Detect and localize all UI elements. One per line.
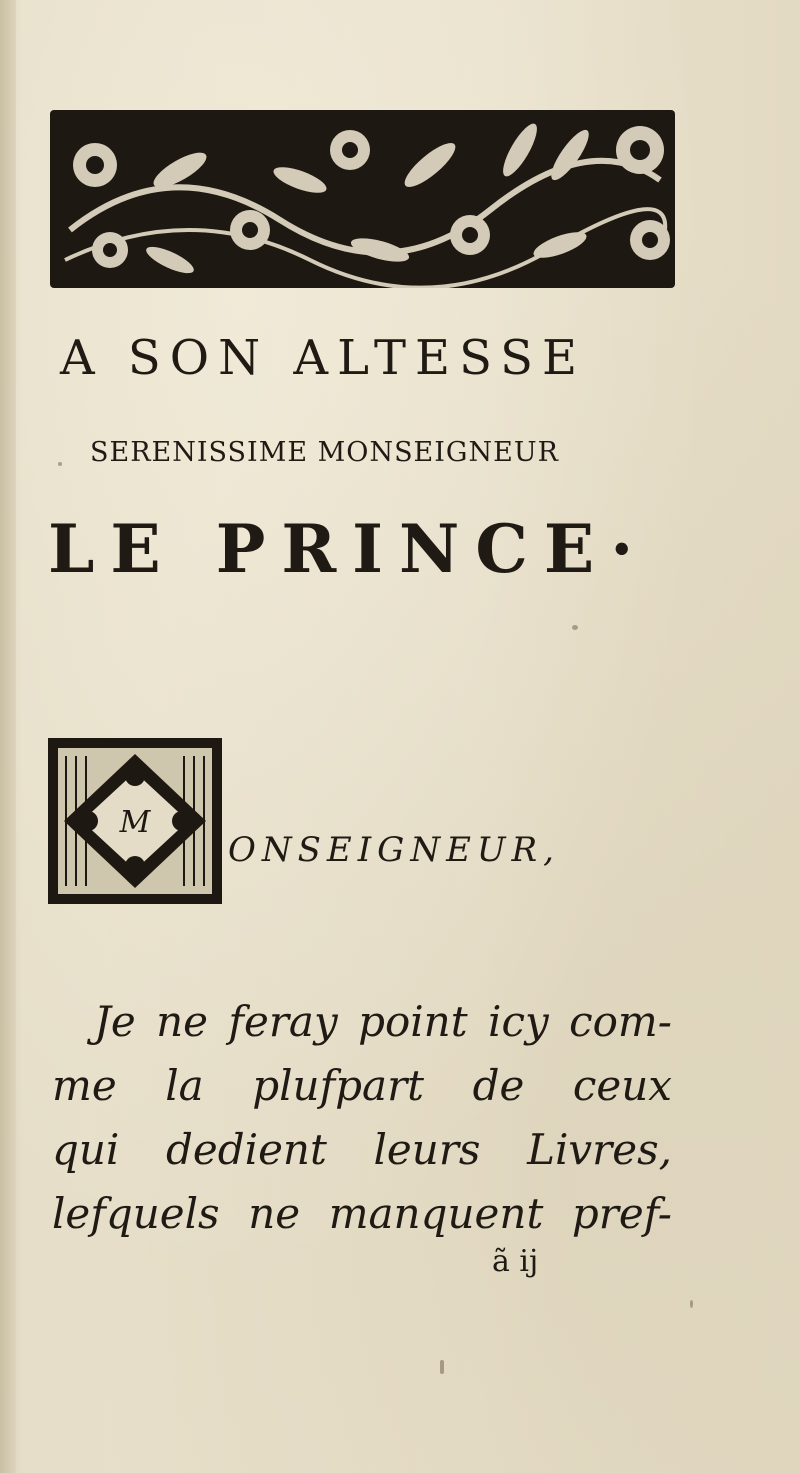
word: de (472, 1061, 525, 1110)
word: la (165, 1061, 204, 1110)
body-line-3 (52, 1118, 672, 1182)
word: feray (228, 997, 338, 1046)
floral-headpiece-ornament (50, 110, 675, 288)
word: ceux (572, 1061, 672, 1110)
initial-letter: M (119, 805, 151, 840)
dedication-title-line-3: LE PRINCE· (48, 510, 650, 588)
dedication-title-line-2: SERENISSIME MONSEIGNEUR (90, 437, 559, 468)
word: plufpart (252, 1061, 425, 1110)
word: Je (94, 997, 136, 1046)
word: leurs (373, 1125, 481, 1174)
word: point (358, 997, 468, 1046)
body-paragraph (52, 990, 672, 1246)
ink-speck (690, 1300, 693, 1308)
word: manquent (328, 1189, 544, 1238)
word: ne (248, 1189, 301, 1238)
word: qui (52, 1125, 120, 1174)
body-line-1 (52, 990, 672, 1054)
body-line-2 (52, 1054, 672, 1118)
word: icy (488, 997, 549, 1046)
word: com- (569, 997, 672, 1046)
decorated-initial-m (46, 736, 224, 906)
dedication-title-line-1: A SON ALTESSE (60, 330, 587, 386)
word: Livres, (527, 1125, 672, 1174)
body-line-4 (52, 1182, 672, 1246)
salutation: ONSEIGNEUR, (228, 830, 560, 870)
word: me (52, 1061, 117, 1110)
ink-speck (572, 625, 578, 630)
signature-mark: ã ij (492, 1244, 539, 1279)
word: pref- (571, 1189, 672, 1238)
page-gutter (0, 0, 16, 1473)
word: ne (156, 997, 209, 1046)
ink-speck (58, 462, 62, 466)
ink-speck (440, 1360, 444, 1374)
word: dedient (166, 1125, 327, 1174)
word: lefquels (52, 1189, 220, 1238)
